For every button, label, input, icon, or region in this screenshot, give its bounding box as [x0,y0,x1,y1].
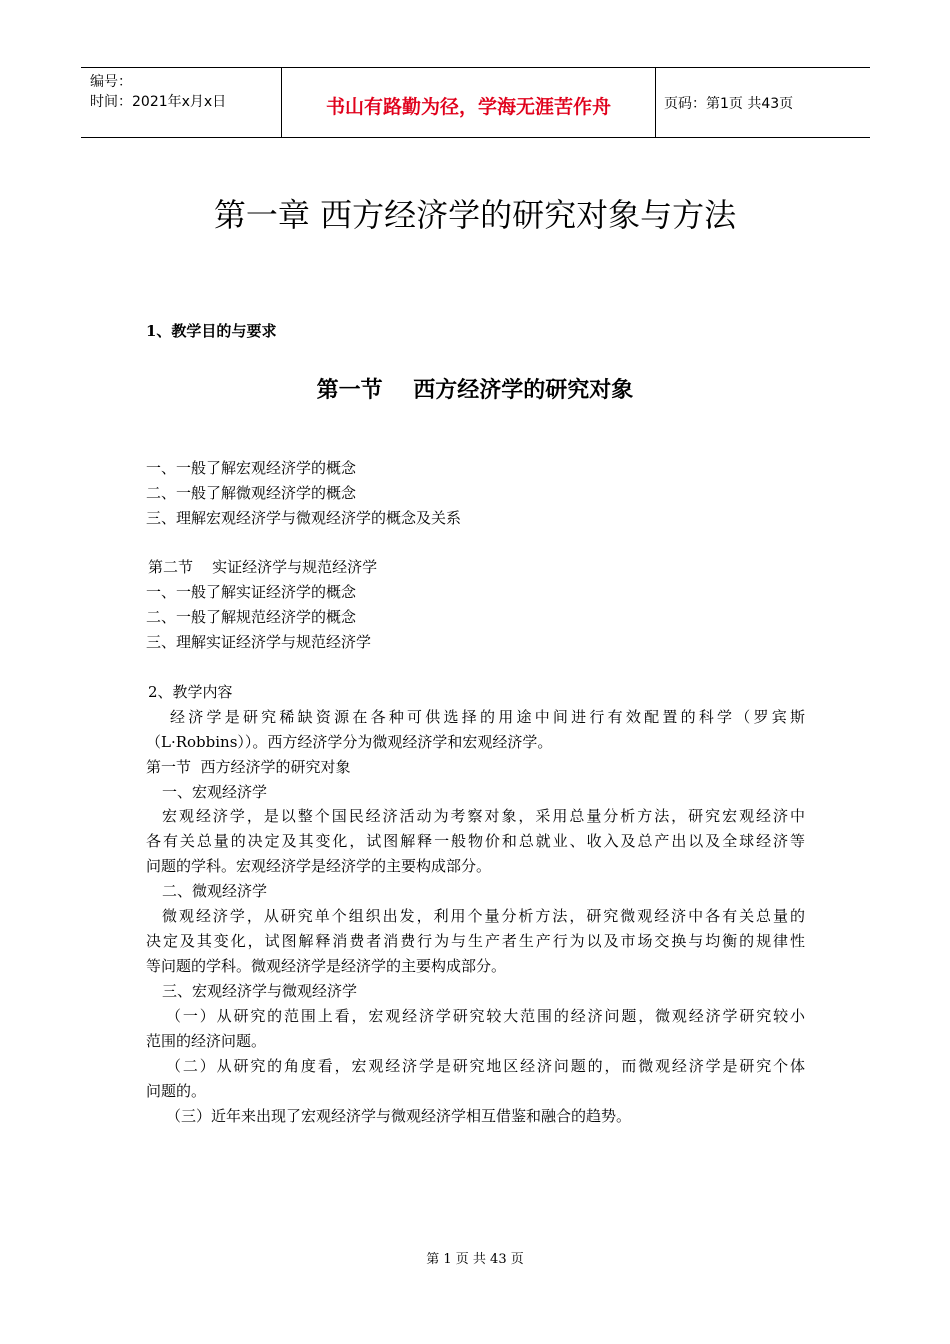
chapter-title: 第一章 西方经济学的研究对象与方法 [213,196,737,234]
time-label: 时间：2021年x月x日 [90,94,227,110]
sub-section-heading: 第一节 西方经济学的研究对象 [146,758,351,776]
header-meta-cell [81,68,281,137]
micro-para-line: 等问题的学科。微观经济学是经济学的主要构成部分。 [146,957,507,975]
objective-line: 一、一般了解实证经济学的概念 [146,583,357,601]
macro-para-line: 问题的学科。宏观经济学是经济学的主要构成部分。 [146,857,492,875]
page-info: 页码：第1页 共43页 [664,96,794,112]
page-footer: 第 1 页 共 43 页 [426,1252,524,1267]
number-label: 编号： [90,74,132,90]
section1-heading: 第一节 西方经济学的研究对象 [316,378,634,403]
macro-para-line: 宏观经济学，是以整个国民经济活动为考察对象，采用总量分析方法，研究宏观经济中 [162,807,805,825]
objective-line: 二、一般了解微观经济学的概念 [146,484,357,502]
objective-line: 三、理解实证经济学与规范经济学 [146,633,372,651]
macro-heading: 一、宏观经济学 [162,783,268,801]
relation-item-line: 问题的。 [146,1082,207,1100]
intro-line: （L·Robbins））。西方经济学分为微观经济学和宏观经济学。 [146,733,553,751]
objective-line: 二、一般了解规范经济学的概念 [146,608,357,626]
micro-para-line: 微观经济学，从研究单个组织出发，利用个量分析方法，研究微观经济中各有关总量的 [162,907,805,925]
relation-item-line: （三）近年来出现了宏观经济学与微观经济学相互借鉴和融合的趋势。 [166,1107,632,1125]
micro-para-line: 决定及其变化，试图解释消费者消费行为与生产者生产行为以及市场交换与均衡的规律性 [146,932,805,950]
page-header-table [81,67,870,138]
macro-para-line: 各有关总量的决定及其变化，试图解释一般物价和总就业、收入及总产出以及全球经济等 [146,832,805,850]
objective-line: 一、一般了解宏观经济学的概念 [146,459,357,477]
relation-heading: 三、宏观经济学与微观经济学 [162,982,358,1000]
header-motto-cell [281,68,656,137]
content-heading: 2、教学内容 [148,683,233,701]
section2-heading: 第二节 实证经济学与规范经济学 [148,558,378,576]
motto-text: 书山有路勤为径，学海无涯苦作舟 [325,96,611,118]
header-page-cell [655,68,870,137]
objective-line: 三、理解宏观经济学与微观经济学的概念及关系 [146,509,462,527]
intro-line: 经济学是研究稀缺资源在各种可供选择的用途中间进行有效配置的科学（罗宾斯 [170,708,805,726]
relation-item-line: （一）从研究的范围上看，宏观经济学研究较大范围的经济问题，微观经济学研究较小 [166,1007,805,1025]
goal-heading: 1、教学目的与要求 [146,322,277,340]
relation-item-line: 范围的经济问题。 [146,1032,267,1050]
micro-heading: 二、微观经济学 [162,882,268,900]
relation-item-line: （二）从研究的角度看，宏观经济学是研究地区经济问题的，而微观经济学是研究个体 [166,1057,805,1075]
